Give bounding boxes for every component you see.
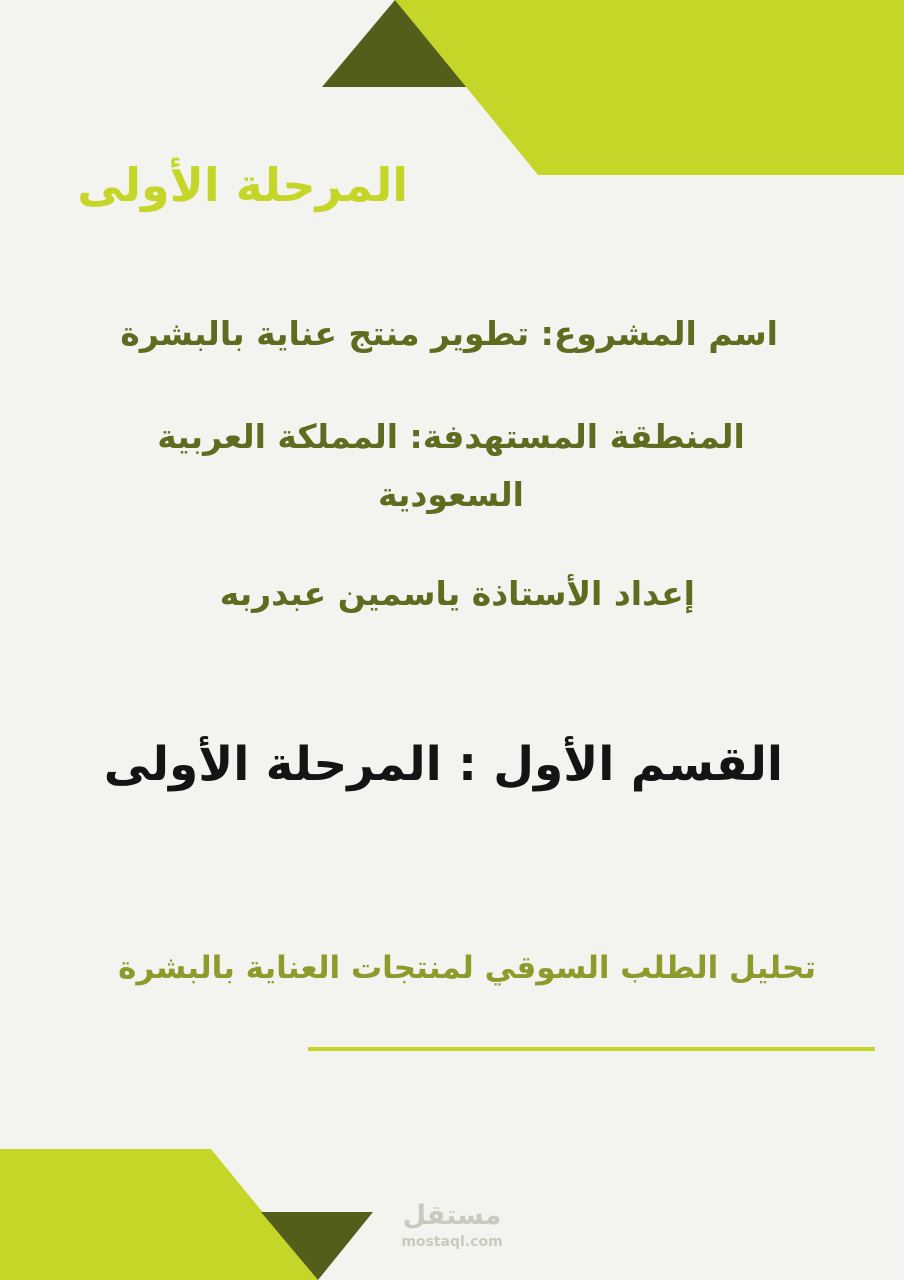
watermark-logo: مستقل	[402, 1200, 502, 1231]
divider-line	[308, 1047, 875, 1051]
watermark-url: mostaql.com	[401, 1234, 503, 1250]
section-heading: القسم الأول : المرحلة الأولى	[103, 737, 783, 792]
project-name: اسم المشروع: تطوير منتج عناية بالبشرة	[120, 314, 778, 353]
top-lime-band	[395, 0, 904, 175]
mostaql-watermark	[396, 1198, 508, 1250]
target-region: المنطقة المستهدفة: المملكة العربية السعودية	[157, 417, 745, 514]
prepared-by: إعداد الأستاذة ياسمين عبدربه	[219, 574, 695, 613]
stage-title: المرحلة الأولى	[77, 158, 408, 212]
section-subtitle: تحليل الطلب السوقي لمنتجات العناية بالبشرة	[118, 950, 816, 986]
